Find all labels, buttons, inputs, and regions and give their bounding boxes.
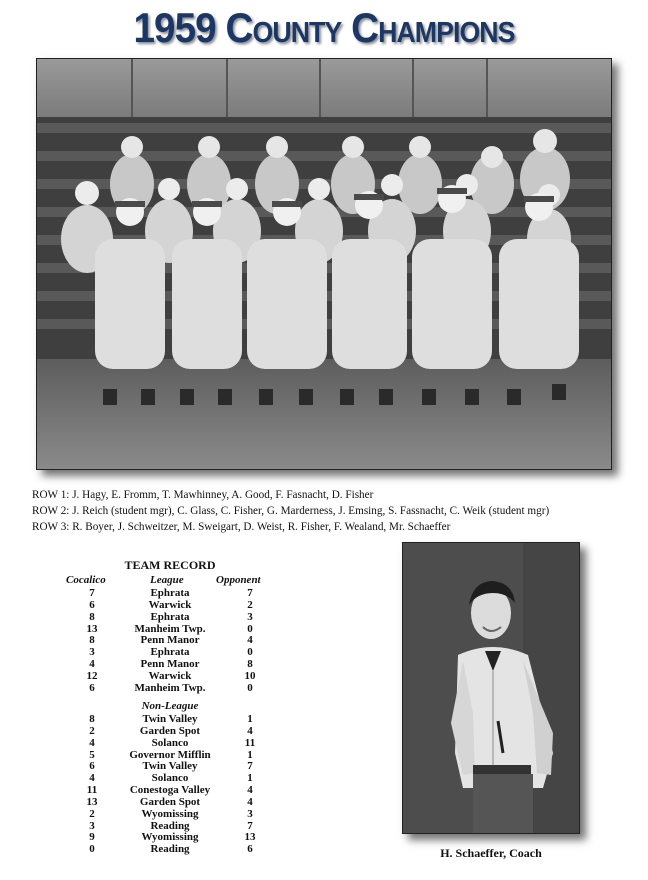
page-title: 1959 County Champions [133,4,515,51]
roster-row-3: ROW 3: R. Boyer, J. Schweitzer, M. Sweigart, D. Weist, R. Fisher, F. Wealand, Mr. Schaeffer [32,521,451,533]
roster-row-1: ROW 1: J. Hagy, E. Fromm, T. Mawhinney, A. Good, F. Fasnacht, D. Fisher [32,489,374,501]
coach-caption: H. Schaeffer, Coach [440,846,542,860]
table-row: 3 Reading 7 [89,819,253,832]
column-opponent: Opponent [216,574,261,586]
league-games [60,588,280,695]
table-row: 8 Twin Valley 1 [89,713,253,725]
column-cocalico: Cocalico [66,574,106,586]
table-row: 4 Penn Manor 8 [89,658,253,671]
table-row: 0 Reading 6 [89,843,253,856]
table-row: 13 Manheim Twp. 0 [86,622,253,635]
table-row: 6 Warwick 2 [89,598,253,611]
table-row: 8 Ephrata 3 [89,610,253,623]
column-league: League [150,574,184,586]
roster-row-2: ROW 2: J. Reich (student mgr), C. Glass, C. Fisher, G. Marderness, J. Emsing, S. Fassnacht, C. Weik (student mgr) [32,505,550,517]
table-row: 4 Solanco 1 [89,772,253,785]
table-row: 3 Ephrata 0 [89,646,253,659]
non-league-heading: Non-League [141,700,199,712]
table-row: 13 Garden Spot 4 [86,795,253,808]
table-row: 2 Wyomissing 3 [89,807,253,820]
coach-photo [402,542,580,834]
table-row: 9 Wyomissing 13 [89,831,256,844]
table-row: 2 Garden Spot 4 [89,724,253,737]
team-record-heading: TEAM RECORD [124,558,216,572]
table-row: 11 Conestoga Valley 4 [86,784,253,797]
table-row: 5 Governor Mifflin 1 [89,748,253,761]
roster-caption [32,487,644,535]
table-row: 12 Warwick 10 [86,669,256,682]
table-row: 6 Twin Valley 7 [89,760,253,773]
table-row: 7 Ephrata 7 [89,587,253,599]
team-photo [36,58,612,470]
table-row: 6 Manheim Twp. 0 [89,681,253,694]
table-row: 8 Penn Manor 4 [89,634,253,647]
non-league-games [60,714,280,856]
table-row: 4 Solanco 11 [89,736,256,749]
